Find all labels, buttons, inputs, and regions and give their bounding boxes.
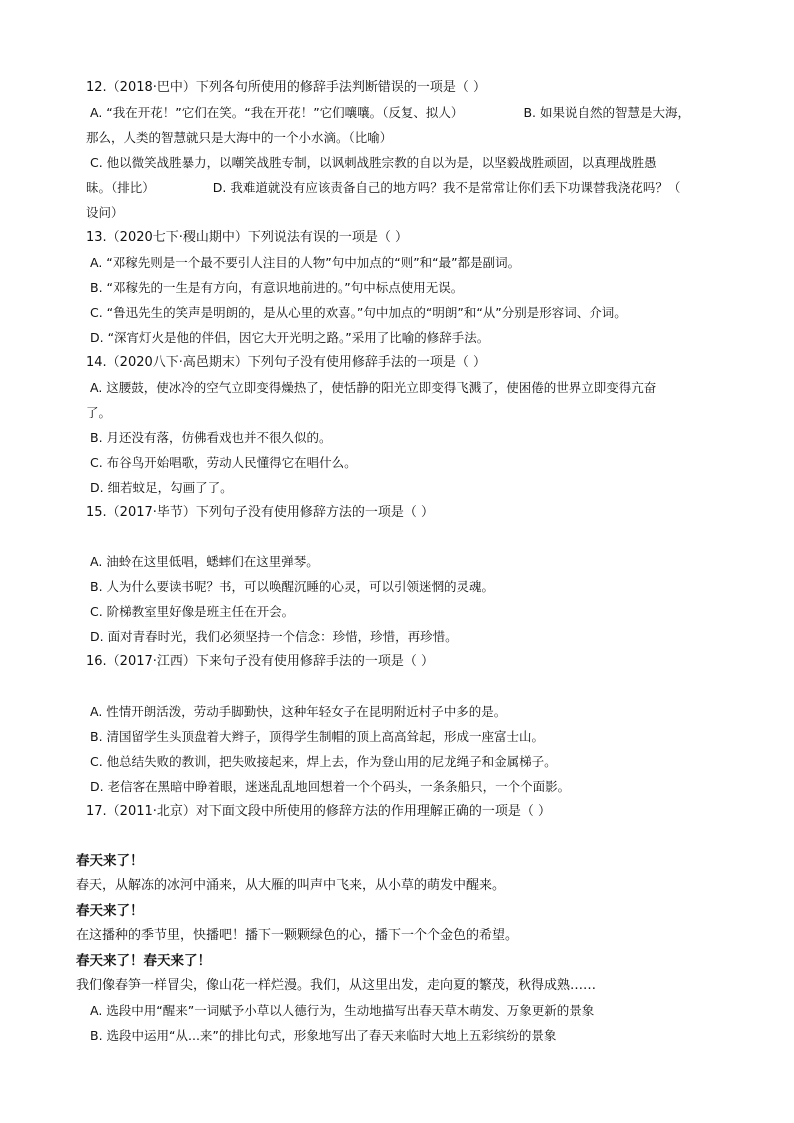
passage-line-6: 我们像春笋一样冒尖，像山花一样烂漫。我们，从这里出发，走向夏的繁茂，秋得成熟…… — [76, 978, 597, 993]
question-12-option-c: C. 他以微笑战胜暴力，以嘲笑战胜专制，以讽刺战胜宗教的自以为是，以坚毅战胜顽固，以真理战胜愚 — [90, 155, 657, 170]
question-15-option-c: C. 阶梯教室里好像是班主任在开会。 — [90, 604, 295, 619]
passage-line-4: 在这播种的季节里，快播吧！播下一颗颗绿色的心，播下一个个金色的希望。 — [76, 928, 519, 943]
question-12-option-d-cont: 设问） — [86, 205, 124, 220]
question-17-option-b: B. 选段中运用“从...来”的排比句式，形象地写出了春天来临时大地上五彩缤纷的景象 — [90, 1028, 557, 1043]
question-12-line4 — [86, 179, 680, 197]
question-16-stem: 16.（2017·江西）下来句子没有使用修辞手法的一项是（ ） — [86, 654, 435, 669]
question-15-option-a: A. 油蛉在这里低唱，蟋蟀们在这里弹琴。 — [90, 554, 319, 569]
passage-line-5: 春天来了！春天来了！ — [76, 953, 211, 969]
question-16-option-a: A. 性情开朗活泼，劳动手脚勤快，这种年轻女子在昆明附近村子中多的是。 — [90, 704, 507, 719]
question-17-option-a: A. 选段中用“醒来”一词赋予小草以人德行为，生动地描写出春天草木萌发、万象更新的景象 — [90, 1003, 595, 1018]
question-13-option-d: D. “深宵灯火是他的伴侣，因它大开光明之路。”采用了比喻的修辞手法。 — [90, 330, 490, 345]
question-16-option-b: B. 清国留学生头顶盘着大辫子，顶得学生制帽的顶上高高耸起，形成一座富士山。 — [90, 729, 545, 744]
passage-line-2: 春天，从解冻的冰河中涌来，从大雁的叫声中飞来，从小草的萌发中醒来。 — [76, 878, 506, 893]
question-15-stem: 15.（2017·毕节）下列句子没有使用修辞方法的一项是（ ） — [86, 505, 435, 520]
question-15-option-b: B. 人为什么要读书呢？书，可以唤醒沉睡的心灵，可以引领迷惘的灵魂。 — [90, 579, 495, 594]
question-12-stem: 12.（2018·巴中）下列各句所使用的修辞手法判断错误的一项是（ ） — [86, 80, 487, 95]
question-15-option-d: D. 面对青春时光，我们必须坚持一个信念：珍惜，珍惜，再珍惜。 — [90, 629, 458, 644]
question-12-line1 — [90, 104, 690, 122]
question-13-option-c: C. “鲁迅先生的笑声是明朗的，是从心里的欢喜。”句中加点的“明朗”和“从”分别是形容词、介词。 — [90, 305, 627, 320]
question-13-option-b: B. “邓稼先的一生是有方向，有意识地前进的。”句中标点使用无误。 — [90, 280, 464, 295]
question-12-option-a: A. “我在开花！”它们在笑。“我在开花！”它们嚷嚷。（反复、拟人） — [90, 105, 464, 120]
question-12-option-b: B. 如果说自然的智慧是大海， — [523, 105, 690, 120]
question-14-stem: 14.（2020八下·高邑期末）下列句子没有使用修辞手法的一项是（ ） — [86, 355, 487, 370]
question-12-option-d: D. 我难道就没有应该责备自己的地方吗？我不是常常让你们丢下功课替我浇花吗？（ — [212, 180, 681, 195]
question-16-option-d: D. 老信客在黑暗中睁着眼，迷迷乱乱地回想着一个个码头，一条条船只，一个个面影。 — [90, 779, 571, 794]
question-12-option-c-cont: 昧。（排比） — [86, 180, 155, 195]
passage-line-3: 春天来了！ — [76, 903, 144, 919]
question-13-option-a: A. “邓稼先则是一个最不要引人注目的人物”句中加点的“则”和“最”都是副词。 — [90, 255, 521, 270]
question-14-option-d: D. 细若蚊足，勾画了了。 — [90, 480, 233, 495]
question-14-option-b: B. 月还没有落，仿佛看戏也并不很久似的。 — [90, 430, 332, 445]
question-17-stem: 17.（2011·北京）对下面文段中所使用的修辞方法的作用理解正确的一项是（ ） — [86, 804, 552, 819]
question-14-option-c: C. 布谷鸟开始唱歌，劳动人民懂得它在唱什么。 — [90, 455, 357, 470]
question-14-option-a: A. 这腰鼓，使冰冷的空气立即变得燥热了，使恬静的阳光立即变得飞溅了，使困倦的世界立即变得亢奋 — [90, 380, 657, 395]
question-12-option-b-cont: 那么，人类的智慧就只是大海中的一个小水滴。（比喻） — [86, 130, 393, 145]
passage-line-1: 春天来了！ — [76, 853, 144, 869]
question-14-option-a-cont: 了。 — [86, 405, 112, 420]
question-13-stem: 13.（2020七下·稷山期中）下列说法有误的一项是（ ） — [86, 230, 409, 245]
question-16-option-c: C. 他总结失败的教训，把失败接起来，焊上去，作为登山用的尼龙绳子和金属梯子。 — [90, 754, 557, 769]
